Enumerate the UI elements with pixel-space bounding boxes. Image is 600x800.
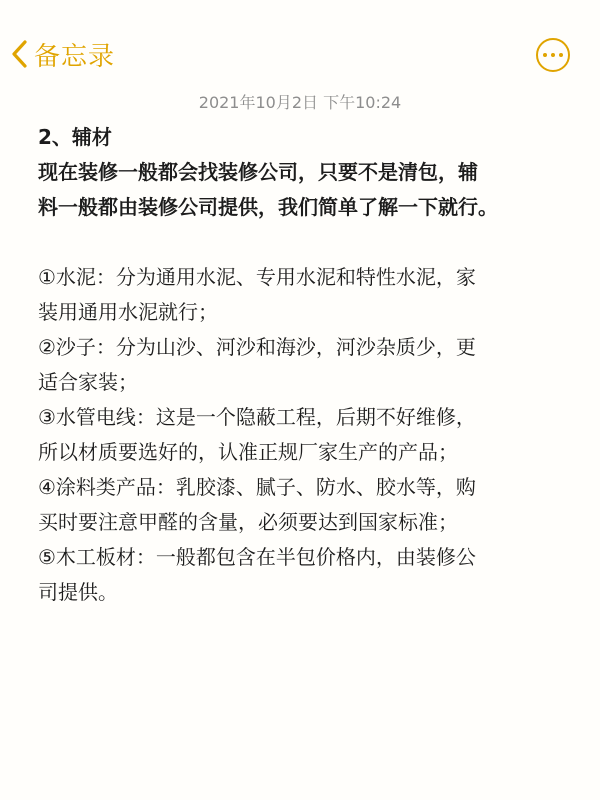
item-line: 司提供。	[38, 580, 118, 604]
note-body[interactable]	[38, 120, 568, 610]
back-label: 备忘录	[34, 41, 116, 72]
intro-line: 料一般都由装修公司提供，我们简单了解一下就行。	[38, 195, 498, 219]
item-line: ③水管电线：这是一个隐蔽工程，后期不好维修，	[38, 405, 476, 429]
item-line: ①水泥：分为通用水泥、专用水泥和特性水泥，家	[38, 265, 476, 289]
item-line: 适合家装；	[38, 370, 138, 394]
item-line: 所以材质要选好的，认准正规厂家生产的产品；	[38, 440, 458, 464]
item-line: ⑤木工板材：一般都包含在半包价格内，由装修公	[38, 545, 476, 569]
more-options-button[interactable]	[536, 38, 570, 72]
more-dot-icon	[551, 53, 555, 57]
blank-line	[38, 225, 568, 260]
item-line: 装用通用水泥就行；	[38, 300, 218, 324]
item-line: ④涂料类产品：乳胶漆、腻子、防水、胶水等，购	[38, 475, 476, 499]
item-line: ②沙子：分为山沙、河沙和海沙，河沙杂质少，更	[38, 335, 476, 359]
more-dot-icon	[559, 53, 563, 57]
chevron-left-icon	[10, 39, 28, 69]
back-button[interactable]	[10, 34, 115, 74]
more-dot-icon	[543, 53, 547, 57]
note-timestamp: 2021年10月2日 下午10:24	[198, 93, 402, 112]
navigation-bar	[0, 0, 600, 100]
note-heading: 2、辅材	[38, 125, 112, 149]
item-line: 买时要注意甲醛的含量，必须要达到国家标准；	[38, 510, 458, 534]
intro-line: 现在装修一般都会找装修公司，只要不是清包，辅	[38, 160, 478, 184]
